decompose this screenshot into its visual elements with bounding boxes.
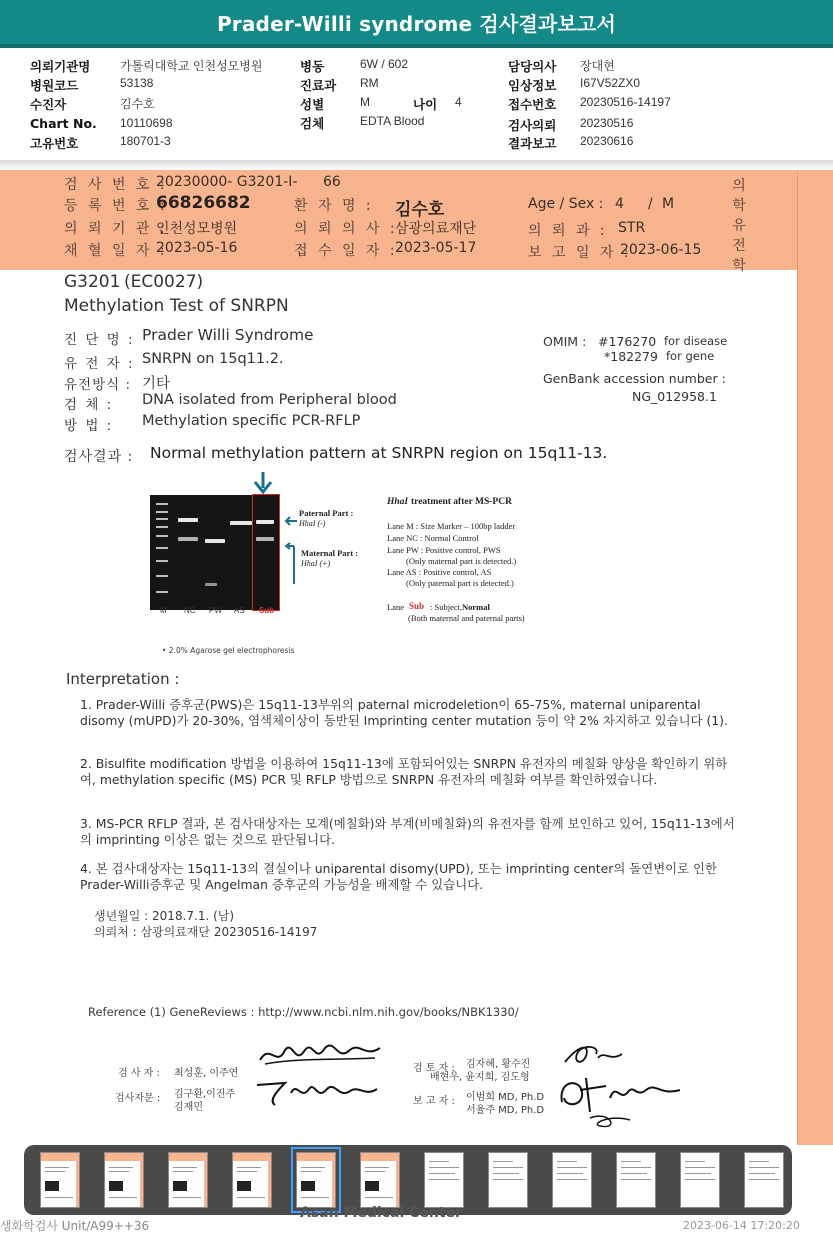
genbank-no: NG_012958.1 xyxy=(632,389,717,404)
patient-label: 환 자 명 : xyxy=(294,198,374,214)
specimen: EDTA Blood xyxy=(360,114,425,128)
req-inst: 인천성모병원 xyxy=(156,221,238,237)
req-doctor: 삼광의료재단 xyxy=(395,221,477,237)
document-edge xyxy=(797,170,798,1145)
sex: M xyxy=(360,95,370,109)
paternal-hha: HhaI (-) xyxy=(299,519,326,528)
legend-lane-sub-mid: : Subject, xyxy=(430,602,463,612)
interpretation-paragraph: 1. Prader-Willi 증후군(PWS)은 15q11-13부위의 paternal microdeletion이 65-75%, maternal uniparental disomy (mUPD)가 20-30%, 염색체이상이 동반된 Imprinting center mutation 등이 약 2% 차지하고 있습니다 (1). xyxy=(80,697,728,728)
page-thumbnail[interactable] xyxy=(104,1152,144,1208)
report-title: Prader-Willi syndrome 검사결과보고서 xyxy=(216,11,617,36)
omim-disease-no: #176270 xyxy=(598,334,657,349)
clinical-info: I67V52ZX0 xyxy=(580,76,641,90)
report-title-bar xyxy=(0,0,833,48)
reference: Reference (1) GeneReviews : http://www.ncbi.nlm.nih.gov/books/NBK1330/ xyxy=(88,1005,519,1019)
legend-title: treatment after MS-PCR xyxy=(411,497,512,507)
maternal-part-label: Maternal Part : xyxy=(301,548,359,558)
genbank-label: GenBank accession number : xyxy=(543,371,726,386)
sex-label: 성별 xyxy=(300,97,325,112)
page-thumbnail[interactable] xyxy=(360,1152,400,1208)
advisor-signature xyxy=(255,1075,385,1109)
header-info xyxy=(0,52,833,164)
gene: SNRPN on 15q11.2. xyxy=(142,351,284,367)
legend-lane-sub-word: Sub xyxy=(409,601,425,611)
receive-date: 2023-05-17 xyxy=(395,240,477,256)
vertical-dept-label: 의 학 유 전 학 xyxy=(732,178,746,274)
paternal-part-label: Paternal Part : xyxy=(299,508,354,518)
page-thumbnail[interactable] xyxy=(488,1152,528,1208)
age: 4 xyxy=(455,95,462,109)
gel-caption: • 2.0% Agarose gel electrophoresis xyxy=(162,646,295,655)
reg-no-label: 등 록 번 호 : xyxy=(64,198,168,214)
reg-no: 66826682 xyxy=(156,193,251,213)
department: RM xyxy=(360,76,379,90)
test-request: 20230516 xyxy=(580,116,634,130)
footer-center-logo-text: Asan Medical Center xyxy=(300,1205,462,1221)
test-code-paren: (EC0027) xyxy=(124,272,204,292)
ward: 6W / 602 xyxy=(360,57,409,71)
tester-label: 검 사 자 : xyxy=(118,1068,160,1079)
band-sex-sep: / xyxy=(648,196,653,212)
advisor-names-1: 김구환,이진주 xyxy=(174,1089,236,1100)
maternal-hha: HhaI (+) xyxy=(301,559,331,568)
footer-timestamp: 2023-06-14 17:20:20 xyxy=(683,1219,800,1232)
result-report: 20230616 xyxy=(580,134,634,148)
legend-lane-sub-bold: Normal xyxy=(462,602,490,612)
legend-lane-as-note: (Only paternal part is detected.) xyxy=(406,578,514,588)
req-dept: STR xyxy=(618,220,646,236)
diagnosis-label: 진 단 명 : xyxy=(64,332,135,348)
legend-lane-as: Lane AS : Positive control, AS xyxy=(387,567,492,577)
reporter-names-2: 서율주 MD, Ph.D xyxy=(466,1105,545,1116)
report-date-label: 보 고 일 자 : xyxy=(528,245,632,261)
physician: 장대현 xyxy=(580,59,615,73)
reporter-names-1: 이범희 MD, Ph.D xyxy=(466,1092,545,1103)
interpretation-paragraph: 2. Bisulfite modification 방법을 이용하여 15q11-13에 포함되어있는 SNRPN 유전자의 메칠화 양상을 확인하기 위하여, methylation specific (MS) PCR 및 RFLP 방법으로 SNRPN 유전자의 메칠화 여부를 확인하였습니다. xyxy=(80,756,728,787)
patient-name: 김수호 xyxy=(395,200,445,220)
legend-lane-pw-note: (Only maternal part is detected.) xyxy=(406,556,517,566)
receipt-no-label: 접수번호 xyxy=(508,97,557,112)
omim-disease-for: for disease xyxy=(664,334,728,348)
test-no: 20230000- G3201-I- xyxy=(156,174,298,190)
age-label: 나이 xyxy=(413,97,438,112)
omim-gene-no: *182279 xyxy=(604,349,658,364)
reviewer-names-2: 배현우, 윤지희, 김도형 xyxy=(430,1072,530,1083)
arrow-left-icon xyxy=(284,516,298,526)
test-no-suffix: 66 xyxy=(323,174,341,190)
hospital-code: 53138 xyxy=(120,76,154,90)
age-sex-label: Age / Sex : xyxy=(528,196,604,212)
chart-no: 10110698 xyxy=(120,116,173,130)
subject-lane-box xyxy=(252,494,280,611)
diagnosis: Prader Willi Syndrome xyxy=(142,326,314,344)
receive-date-label: 접 수 일 자 : xyxy=(294,243,398,259)
physician-label: 담당의사 xyxy=(508,59,557,74)
inheritance-label: 유전방식 : xyxy=(64,377,132,393)
lane-label-pw: PW xyxy=(209,606,222,615)
clinical-info-label: 임상정보 xyxy=(508,78,557,93)
lane-label-as: AS xyxy=(234,606,245,615)
page-thumbnail[interactable] xyxy=(616,1152,656,1208)
receipt-no: 20230516-14197 xyxy=(580,95,671,109)
specimen-label: 검체 xyxy=(300,116,325,131)
result-label: 검사결과 : xyxy=(64,449,134,465)
inheritance: 기타 xyxy=(142,376,171,392)
examinee: 김수호 xyxy=(120,97,155,111)
page-thumbnail[interactable] xyxy=(424,1152,464,1208)
reviewer-names-1: 김자혜, 황수진 xyxy=(466,1059,531,1070)
page-thumbnail[interactable] xyxy=(168,1152,208,1208)
requesting-institution-label: 의뢰기관명 xyxy=(30,59,91,74)
hospital-code-label: 병원코드 xyxy=(30,78,79,93)
arrow-left-icon-maternal xyxy=(284,542,298,588)
req-inst-label: 의 뢰 기 관 : xyxy=(64,221,168,237)
req-dept-label: 의 뢰 과 : xyxy=(528,223,608,239)
method-label: 방 법 : xyxy=(64,418,114,434)
advisor-names-2: 김재민 xyxy=(174,1102,203,1113)
arrow-down-icon xyxy=(252,470,274,496)
legend-lane-sub-note: (Both maternal and paternal parts) xyxy=(408,613,525,623)
lane-label-nc: NC xyxy=(184,606,196,615)
interpretation-paragraph: 3. MS-PCR RFLP 결과, 본 검사대상자는 모계(메칠화)와 부계(비메칠화)의 유전자를 함께 보인하고 있어, 15q11-13에서의 imprinting 이상은 없는 것으로 판단됩니다. xyxy=(80,816,735,847)
advisor-label: 검사자문 : xyxy=(115,1093,161,1104)
method: Methylation specific PCR-RFLP xyxy=(142,413,361,429)
band-age: 4 xyxy=(615,196,624,212)
doc-specimen: DNA isolated from Peripheral blood xyxy=(142,392,397,408)
page-thumbnail[interactable] xyxy=(40,1152,80,1208)
footer-left-text: 생화학검사 Unit/A99++36 xyxy=(0,1219,150,1233)
page-thumbnail[interactable] xyxy=(232,1152,272,1208)
omim-label: OMIM : xyxy=(543,334,587,349)
header-divider xyxy=(0,160,833,170)
report-date: 2023-06-15 xyxy=(620,242,702,258)
examinee-label: 수진자 xyxy=(30,97,67,112)
test-request-label: 검사의뢰 xyxy=(508,118,557,133)
interpretation-title: Interpretation : xyxy=(66,670,180,688)
page-thumbnail[interactable] xyxy=(744,1152,784,1208)
band-sex: M xyxy=(662,196,675,212)
reviewer-signature xyxy=(560,1040,630,1070)
lane-label-sub: Sub xyxy=(259,606,275,615)
legend-lane-sub-prefix: Lane xyxy=(387,602,404,612)
result-text: Normal methylation pattern at SNRPN region on 15q11-13. xyxy=(150,444,608,462)
reporter-signature xyxy=(550,1068,690,1134)
reporter-label: 보 고 자 : xyxy=(413,1096,455,1107)
test-no-label: 검 사 번 호 : xyxy=(64,177,168,193)
doc-specimen-label: 검 체 : xyxy=(64,397,114,413)
birth-date: 생년월일 : 2018.7.1. (남) xyxy=(94,909,235,923)
unique-no: 180701-3 xyxy=(120,134,171,148)
lane-label-m: M xyxy=(160,606,167,615)
test-code: G3201 xyxy=(64,272,121,292)
req-doctor-label: 의 뢰 의 사 : xyxy=(294,221,398,237)
tester-names: 최성훈, 이주연 xyxy=(174,1068,239,1079)
tester-signature xyxy=(255,1038,385,1070)
department-label: 진료과 xyxy=(300,78,337,93)
requesting-institution: 가톨릭대학교 인천성모병원 xyxy=(120,59,263,73)
omim-gene-for: for gene xyxy=(666,349,715,363)
legend-title-italic: HhaI xyxy=(387,497,409,507)
collect-date: 2023-05-16 xyxy=(156,240,238,256)
page-thumbnail[interactable] xyxy=(680,1152,720,1208)
chart-no-label: Chart No. xyxy=(30,116,97,131)
ward-label: 병동 xyxy=(300,59,325,74)
interpretation-paragraph: 4. 본 검사대상자는 15q11-13의 결실이나 uniparental disomy(UPD), 또는 imprinting center의 돌연변이로 인한 Prader-Willi증후군 및 Angelman 증후군의 가능성을 배제할 수 있습니다. xyxy=(80,861,717,892)
document-side-strip xyxy=(797,170,833,1145)
legend-lane-pw: Lane PW : Positive control, PWS xyxy=(387,545,501,555)
legend-lane-nc: Lane NC : Normal Control xyxy=(387,533,479,543)
page-thumbnail[interactable] xyxy=(552,1152,592,1208)
result-report-label: 결과보고 xyxy=(508,136,557,151)
page-thumbnail-selected[interactable] xyxy=(296,1152,336,1208)
document-page[interactable] xyxy=(0,170,833,1145)
reviewer-label: 검 토 자 : xyxy=(413,1063,455,1074)
request-source: 의뢰처 : 삼광의료재단 20230516-14197 xyxy=(94,925,318,939)
gene-label: 유 전 자 : xyxy=(64,356,135,372)
collect-date-label: 채 혈 일 자 : xyxy=(64,243,168,259)
unique-no-label: 고유번호 xyxy=(30,136,79,151)
legend-lane-m: Lane M : Size Marker – 100bp ladder xyxy=(387,521,516,531)
test-title: Methylation Test of SNRPN xyxy=(64,296,289,316)
